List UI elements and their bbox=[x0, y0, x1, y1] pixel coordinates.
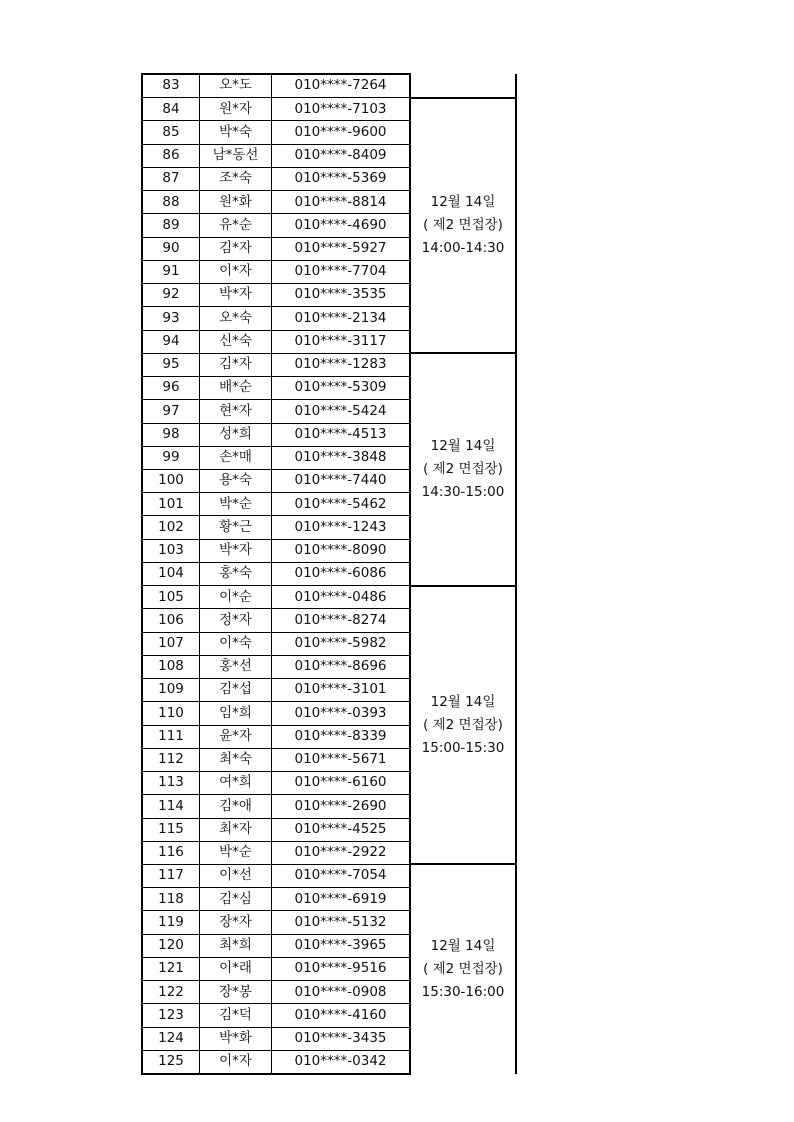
applicant-name-cell: 김*심 bbox=[200, 888, 272, 911]
applicant-phone-cell: 010****-8090 bbox=[272, 539, 411, 562]
applicant-number-cell: 123 bbox=[142, 1004, 200, 1027]
applicant-phone-cell: 010****-2134 bbox=[272, 307, 411, 330]
applicant-phone-cell: 010****-5927 bbox=[272, 237, 411, 260]
applicant-name-cell: 박*자 bbox=[200, 539, 272, 562]
interview-slot-line: ( 제2 면접장) bbox=[423, 961, 503, 978]
applicant-number-cell: 99 bbox=[142, 446, 200, 469]
applicant-phone-cell: 010****-4160 bbox=[272, 1004, 411, 1027]
applicant-name-cell: 박*순 bbox=[200, 493, 272, 516]
applicant-name-cell: 김*자 bbox=[200, 353, 272, 376]
applicant-phone-cell: 010****-6919 bbox=[272, 888, 411, 911]
applicant-phone-cell: 010****-5462 bbox=[272, 493, 411, 516]
applicant-phone-cell: 010****-7440 bbox=[272, 469, 411, 492]
applicant-name-cell: 이*자 bbox=[200, 1050, 272, 1074]
schedule-table-body bbox=[142, 74, 516, 1074]
applicant-name-cell: 윤*자 bbox=[200, 725, 272, 748]
interview-slot-line: ( 제2 면접장) bbox=[423, 716, 503, 733]
applicant-name-cell: 김*자 bbox=[200, 237, 272, 260]
interview-slot-cell bbox=[410, 74, 516, 98]
applicant-phone-cell: 010****-4525 bbox=[272, 818, 411, 841]
applicant-name-cell: 원*화 bbox=[200, 191, 272, 214]
applicant-phone-cell: 010****-5309 bbox=[272, 377, 411, 400]
applicant-number-cell: 94 bbox=[142, 330, 200, 353]
applicant-number-cell: 124 bbox=[142, 1027, 200, 1050]
applicant-name-cell: 박*화 bbox=[200, 1027, 272, 1050]
applicant-name-cell: 박*자 bbox=[200, 284, 272, 307]
interview-schedule-sheet bbox=[141, 73, 517, 1075]
applicant-phone-cell: 010****-3101 bbox=[272, 679, 411, 702]
applicant-phone-cell: 010****-9600 bbox=[272, 121, 411, 144]
applicant-number-cell: 90 bbox=[142, 237, 200, 260]
applicant-phone-cell: 010****-9516 bbox=[272, 957, 411, 980]
applicant-phone-cell: 010****-3535 bbox=[272, 284, 411, 307]
applicant-phone-cell: 010****-1283 bbox=[272, 353, 411, 376]
applicant-number-cell: 84 bbox=[142, 98, 200, 121]
applicant-number-cell: 121 bbox=[142, 957, 200, 980]
applicant-phone-cell: 010****-3965 bbox=[272, 934, 411, 957]
applicant-phone-cell: 010****-1243 bbox=[272, 516, 411, 539]
applicant-phone-cell: 010****-6160 bbox=[272, 772, 411, 795]
applicant-number-cell: 86 bbox=[142, 144, 200, 167]
interview-slot-cell bbox=[410, 586, 516, 865]
applicant-phone-cell: 010****-4690 bbox=[272, 214, 411, 237]
applicant-number-cell: 118 bbox=[142, 888, 200, 911]
applicant-name-cell: 남*동선 bbox=[200, 144, 272, 167]
applicant-number-cell: 92 bbox=[142, 284, 200, 307]
interview-schedule-table bbox=[141, 73, 517, 1075]
applicant-number-cell: 119 bbox=[142, 911, 200, 934]
applicant-phone-cell: 010****-7103 bbox=[272, 98, 411, 121]
applicant-number-cell: 107 bbox=[142, 632, 200, 655]
applicant-name-cell: 장*자 bbox=[200, 911, 272, 934]
interview-slot-cell bbox=[410, 98, 516, 354]
applicant-number-cell: 87 bbox=[142, 167, 200, 190]
applicant-name-cell: 신*숙 bbox=[200, 330, 272, 353]
applicant-phone-cell: 010****-6086 bbox=[272, 562, 411, 585]
applicant-phone-cell: 010****-8409 bbox=[272, 144, 411, 167]
interview-slot-cell bbox=[410, 864, 516, 1074]
applicant-number-cell: 109 bbox=[142, 679, 200, 702]
applicant-number-cell: 112 bbox=[142, 748, 200, 771]
applicant-number-cell: 114 bbox=[142, 795, 200, 818]
applicant-phone-cell: 010****-3435 bbox=[272, 1027, 411, 1050]
applicant-phone-cell: 010****-3848 bbox=[272, 446, 411, 469]
applicant-number-cell: 100 bbox=[142, 469, 200, 492]
applicant-name-cell: 오*도 bbox=[200, 74, 272, 98]
applicant-phone-cell: 010****-0908 bbox=[272, 981, 411, 1004]
interview-slot-line: 15:00-15:30 bbox=[421, 739, 505, 756]
interview-slot-line: 14:30-15:00 bbox=[421, 483, 505, 500]
applicant-phone-cell: 010****-7704 bbox=[272, 260, 411, 283]
applicant-name-cell: 김*덕 bbox=[200, 1004, 272, 1027]
applicant-number-cell: 93 bbox=[142, 307, 200, 330]
applicant-number-cell: 88 bbox=[142, 191, 200, 214]
applicant-phone-cell: 010****-8339 bbox=[272, 725, 411, 748]
applicant-number-cell: 106 bbox=[142, 609, 200, 632]
applicant-phone-cell: 010****-5982 bbox=[272, 632, 411, 655]
table-row bbox=[142, 586, 516, 609]
interview-slot-line: ( 제2 면접장) bbox=[423, 217, 503, 234]
applicant-number-cell: 97 bbox=[142, 400, 200, 423]
applicant-number-cell: 104 bbox=[142, 562, 200, 585]
applicant-name-cell: 최*자 bbox=[200, 818, 272, 841]
applicant-name-cell: 임*희 bbox=[200, 702, 272, 725]
applicant-phone-cell: 010****-0486 bbox=[272, 586, 411, 609]
applicant-name-cell: 이*순 bbox=[200, 586, 272, 609]
applicant-number-cell: 96 bbox=[142, 377, 200, 400]
applicant-phone-cell: 010****-2922 bbox=[272, 841, 411, 864]
applicant-name-cell: 성*희 bbox=[200, 423, 272, 446]
interview-slot-line: 12월 14일 bbox=[430, 194, 496, 211]
applicant-phone-cell: 010****-0393 bbox=[272, 702, 411, 725]
applicant-name-cell: 손*매 bbox=[200, 446, 272, 469]
applicant-phone-cell: 010****-2690 bbox=[272, 795, 411, 818]
interview-slot-line: 14:00-14:30 bbox=[421, 240, 505, 257]
table-row bbox=[142, 353, 516, 376]
applicant-number-cell: 110 bbox=[142, 702, 200, 725]
applicant-name-cell: 황*근 bbox=[200, 516, 272, 539]
interview-slot-cell bbox=[410, 353, 516, 585]
applicant-number-cell: 122 bbox=[142, 981, 200, 1004]
applicant-number-cell: 111 bbox=[142, 725, 200, 748]
applicant-phone-cell: 010****-4513 bbox=[272, 423, 411, 446]
applicant-number-cell: 105 bbox=[142, 586, 200, 609]
applicant-name-cell: 김*섭 bbox=[200, 679, 272, 702]
applicant-number-cell: 103 bbox=[142, 539, 200, 562]
applicant-number-cell: 117 bbox=[142, 864, 200, 887]
applicant-name-cell: 박*숙 bbox=[200, 121, 272, 144]
applicant-name-cell: 홍*숙 bbox=[200, 562, 272, 585]
applicant-number-cell: 91 bbox=[142, 260, 200, 283]
applicant-phone-cell: 010****-3117 bbox=[272, 330, 411, 353]
applicant-phone-cell: 010****-7264 bbox=[272, 74, 411, 98]
applicant-number-cell: 115 bbox=[142, 818, 200, 841]
applicant-phone-cell: 010****-8274 bbox=[272, 609, 411, 632]
applicant-name-cell: 조*숙 bbox=[200, 167, 272, 190]
applicant-number-cell: 85 bbox=[142, 121, 200, 144]
applicant-number-cell: 89 bbox=[142, 214, 200, 237]
applicant-name-cell: 용*숙 bbox=[200, 469, 272, 492]
applicant-name-cell: 이*자 bbox=[200, 260, 272, 283]
applicant-name-cell: 유*순 bbox=[200, 214, 272, 237]
applicant-number-cell: 101 bbox=[142, 493, 200, 516]
applicant-name-cell: 홍*선 bbox=[200, 655, 272, 678]
applicant-number-cell: 83 bbox=[142, 74, 200, 98]
interview-slot-line: ( 제2 면접장) bbox=[423, 460, 503, 477]
applicant-phone-cell: 010****-5132 bbox=[272, 911, 411, 934]
interview-slot-line: 12월 14일 bbox=[430, 437, 496, 454]
applicant-phone-cell: 010****-5424 bbox=[272, 400, 411, 423]
table-row bbox=[142, 74, 516, 98]
applicant-phone-cell: 010****-0342 bbox=[272, 1050, 411, 1074]
applicant-name-cell: 오*숙 bbox=[200, 307, 272, 330]
applicant-name-cell: 최*희 bbox=[200, 934, 272, 957]
applicant-phone-cell: 010****-5369 bbox=[272, 167, 411, 190]
applicant-name-cell: 최*숙 bbox=[200, 748, 272, 771]
applicant-name-cell: 원*자 bbox=[200, 98, 272, 121]
applicant-name-cell: 이*선 bbox=[200, 864, 272, 887]
applicant-number-cell: 102 bbox=[142, 516, 200, 539]
applicant-phone-cell: 010****-5671 bbox=[272, 748, 411, 771]
interview-slot-line: 15:30-16:00 bbox=[421, 984, 505, 1001]
applicant-name-cell: 현*자 bbox=[200, 400, 272, 423]
applicant-number-cell: 98 bbox=[142, 423, 200, 446]
applicant-phone-cell: 010****-8696 bbox=[272, 655, 411, 678]
applicant-phone-cell: 010****-7054 bbox=[272, 864, 411, 887]
applicant-number-cell: 108 bbox=[142, 655, 200, 678]
table-row bbox=[142, 864, 516, 887]
applicant-number-cell: 95 bbox=[142, 353, 200, 376]
applicant-number-cell: 125 bbox=[142, 1050, 200, 1074]
applicant-phone-cell: 010****-8814 bbox=[272, 191, 411, 214]
interview-slot-line: 12월 14일 bbox=[430, 693, 496, 710]
applicant-name-cell: 이*숙 bbox=[200, 632, 272, 655]
applicant-name-cell: 이*래 bbox=[200, 957, 272, 980]
table-row bbox=[142, 98, 516, 121]
applicant-name-cell: 박*순 bbox=[200, 841, 272, 864]
applicant-name-cell: 김*애 bbox=[200, 795, 272, 818]
applicant-name-cell: 배*순 bbox=[200, 377, 272, 400]
applicant-name-cell: 장*봉 bbox=[200, 981, 272, 1004]
applicant-number-cell: 116 bbox=[142, 841, 200, 864]
applicant-name-cell: 정*자 bbox=[200, 609, 272, 632]
interview-slot-line: 12월 14일 bbox=[430, 938, 496, 955]
applicant-number-cell: 120 bbox=[142, 934, 200, 957]
applicant-number-cell: 113 bbox=[142, 772, 200, 795]
applicant-name-cell: 여*희 bbox=[200, 772, 272, 795]
